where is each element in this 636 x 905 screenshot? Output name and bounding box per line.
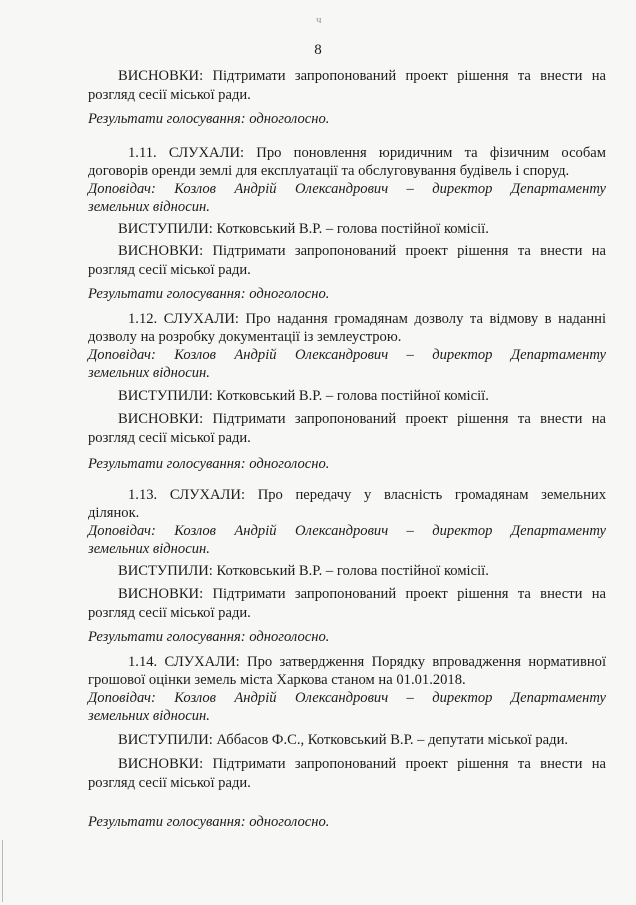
text-line: розгляд сесії міської ради. xyxy=(88,87,251,103)
text-line: земельних відносин. xyxy=(88,708,210,724)
text-line: земельних відносин. xyxy=(88,365,210,381)
text-line: земельних відносин. xyxy=(88,199,210,215)
text-line: Результати голосування: одноголосно. xyxy=(88,286,330,302)
text-line: земельних відносин. xyxy=(88,541,210,557)
text-line: розгляд сесії міської ради. xyxy=(88,775,251,791)
text-line: ділянок. xyxy=(88,505,140,521)
text-line: ВИСТУПИЛИ: Аббасов Ф.С., Котковський В.Р. – депутати міської ради. xyxy=(118,732,569,748)
text-line: ВИСТУПИЛИ: Котковський В.Р. – голова постійної комісії. xyxy=(118,563,489,579)
text-line: Результати голосування: одноголосно. xyxy=(88,629,330,645)
text-line: ВИСНОВКИ: Підтримати запропонований проект рішення та внести на xyxy=(118,411,606,427)
text-line: Доповідач: Козлов Андрій Олександрович – директор Департаменту xyxy=(88,690,606,706)
text-line: 1.14. СЛУХАЛИ: Про затвердження Порядку впровадження нормативної xyxy=(128,654,606,670)
text-line: розгляд сесії міської ради. xyxy=(88,262,251,278)
text-line: розгляд сесії міської ради. xyxy=(88,430,251,446)
text-line: ВИСТУПИЛИ: Котковський В.Р. – голова постійної комісії. xyxy=(118,221,489,237)
text-line: 1.12. СЛУХАЛИ: Про надання громадянам дозволу та відмову в наданні xyxy=(128,311,606,327)
text-line: Доповідач: Козлов Андрій Олександрович – директор Департаменту xyxy=(88,347,606,363)
text-line: Результати голосування: одноголосно. xyxy=(88,111,330,127)
text-line: Доповідач: Козлов Андрій Олександрович – директор Департаменту xyxy=(88,523,606,539)
text-line: ВИСНОВКИ: Підтримати запропонований проект рішення та внести на xyxy=(118,586,606,602)
text-line: 1.13. СЛУХАЛИ: Про передачу у власність громадянам земельних xyxy=(128,487,606,503)
text-line: ВИСТУПИЛИ: Котковський В.Р. – голова постійної комісії. xyxy=(118,388,489,404)
text-line: Результати голосування: одноголосно. xyxy=(88,456,330,472)
page-number: 8 xyxy=(314,42,322,58)
text-line: дозволу на розробку документації із землеустрою. xyxy=(88,329,402,345)
text-line: ВИСНОВКИ: Підтримати запропонований проект рішення та внести на xyxy=(118,68,606,84)
scan-mark: ч xyxy=(316,14,322,26)
text-line: розгляд сесії міської ради. xyxy=(88,605,251,621)
text-line: Доповідач: Козлов Андрій Олександрович – директор Департаменту xyxy=(88,181,606,197)
scan-edge xyxy=(2,840,3,902)
text-line: ВИСНОВКИ: Підтримати запропонований проект рішення та внести на xyxy=(118,756,606,772)
text-line: договорів оренди землі для експлуатації та обслуговування будівель і споруд. xyxy=(88,163,570,179)
text-line: Результати голосування: одноголосно. xyxy=(88,814,330,830)
text-line: ВИСНОВКИ: Підтримати запропонований проект рішення та внести на xyxy=(118,243,606,259)
text-line: грошової оцінки земель міста Харкова станом на 01.01.2018. xyxy=(88,672,466,688)
text-line: 1.11. СЛУХАЛИ: Про поновлення юридичним та фізичним особам xyxy=(128,145,606,161)
